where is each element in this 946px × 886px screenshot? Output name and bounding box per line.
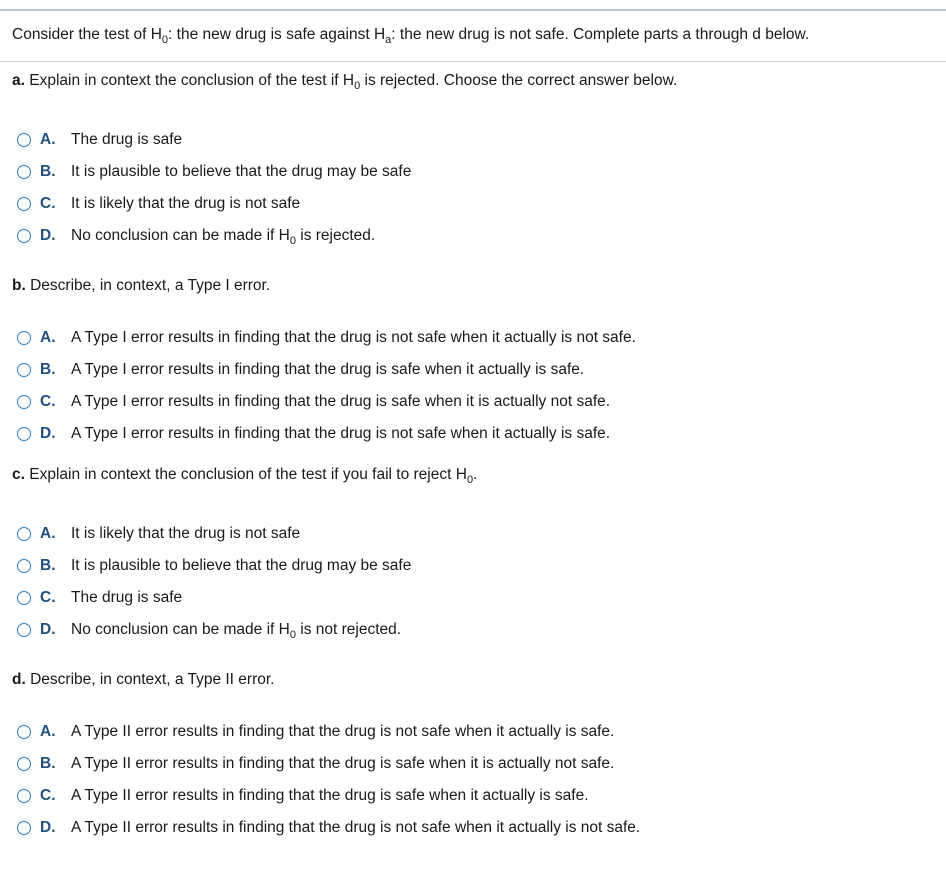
radio-button[interactable] [17, 559, 31, 573]
radio-button[interactable] [17, 725, 31, 739]
radio-button[interactable] [17, 427, 31, 441]
radio-button[interactable] [17, 757, 31, 771]
question-intro: Consider the test of $H_0$: the new drug is safe against $H_a$: the new drug is not safe. Complete parts a through d below. [12, 26, 810, 46]
radio-button[interactable] [17, 197, 31, 211]
part-a-option-b[interactable]: B. It is plausible to believe that the drug may be safe [17, 161, 411, 183]
part-d-option-b[interactable]: B. A Type II error results in finding that the drug is safe when it is actually not safe. [17, 753, 614, 775]
radio-button[interactable] [17, 821, 31, 835]
radio-button[interactable] [17, 527, 31, 541]
part-c-option-a[interactable]: A. It is likely that the drug is not safe [17, 523, 300, 545]
part-c-option-d[interactable]: D. No conclusion can be made if $H_0$ is not rejected. [17, 619, 401, 641]
part-a-prompt: a. Explain in context the conclusion of the test if $H_0$ is rejected. Choose the correct answer below. [12, 72, 678, 92]
part-d-prompt: d. Describe, in context, a Type II error. [12, 671, 275, 688]
part-b-option-a[interactable]: A. A Type I error results in finding that the drug is not safe when it actually is not safe. [17, 327, 636, 349]
radio-button[interactable] [17, 331, 31, 345]
radio-button[interactable] [17, 229, 31, 243]
radio-button[interactable] [17, 591, 31, 605]
part-c-prompt: c. Explain in context the conclusion of the test if you fail to reject $H_0$. [12, 466, 478, 486]
part-b-option-d[interactable]: D. A Type I error results in finding that the drug is not safe when it actually is safe. [17, 423, 610, 445]
part-d-option-a[interactable]: A. A Type II error results in finding that the drug is not safe when it actually is safe. [17, 721, 614, 743]
radio-button[interactable] [17, 623, 31, 637]
part-b-prompt: b. Describe, in context, a Type I error. [12, 277, 271, 294]
part-c-option-c[interactable]: C. The drug is safe [17, 587, 182, 609]
radio-button[interactable] [17, 133, 31, 147]
part-a-option-a[interactable]: A. The drug is safe [17, 129, 182, 151]
radio-button[interactable] [17, 363, 31, 377]
part-c-option-b[interactable]: B. It is plausible to believe that the drug may be safe [17, 555, 411, 577]
radio-button[interactable] [17, 789, 31, 803]
part-d-option-d[interactable]: D. A Type II error results in finding that the drug is not safe when it actually is not safe. [17, 817, 640, 839]
radio-button[interactable] [17, 395, 31, 409]
intro-divider [0, 61, 946, 62]
part-b-option-b[interactable]: B. A Type I error results in finding that the drug is safe when it actually is safe. [17, 359, 584, 381]
radio-button[interactable] [17, 165, 31, 179]
part-d-option-c[interactable]: C. A Type II error results in finding that the drug is safe when it actually is safe. [17, 785, 589, 807]
part-b-option-c[interactable]: C. A Type I error results in finding that the drug is safe when it is actually not safe. [17, 391, 610, 413]
top-divider [0, 9, 946, 11]
part-a-option-c[interactable]: C. It is likely that the drug is not safe [17, 193, 300, 215]
part-a-option-d[interactable]: D. No conclusion can be made if $H_0$ is rejected. [17, 225, 375, 247]
